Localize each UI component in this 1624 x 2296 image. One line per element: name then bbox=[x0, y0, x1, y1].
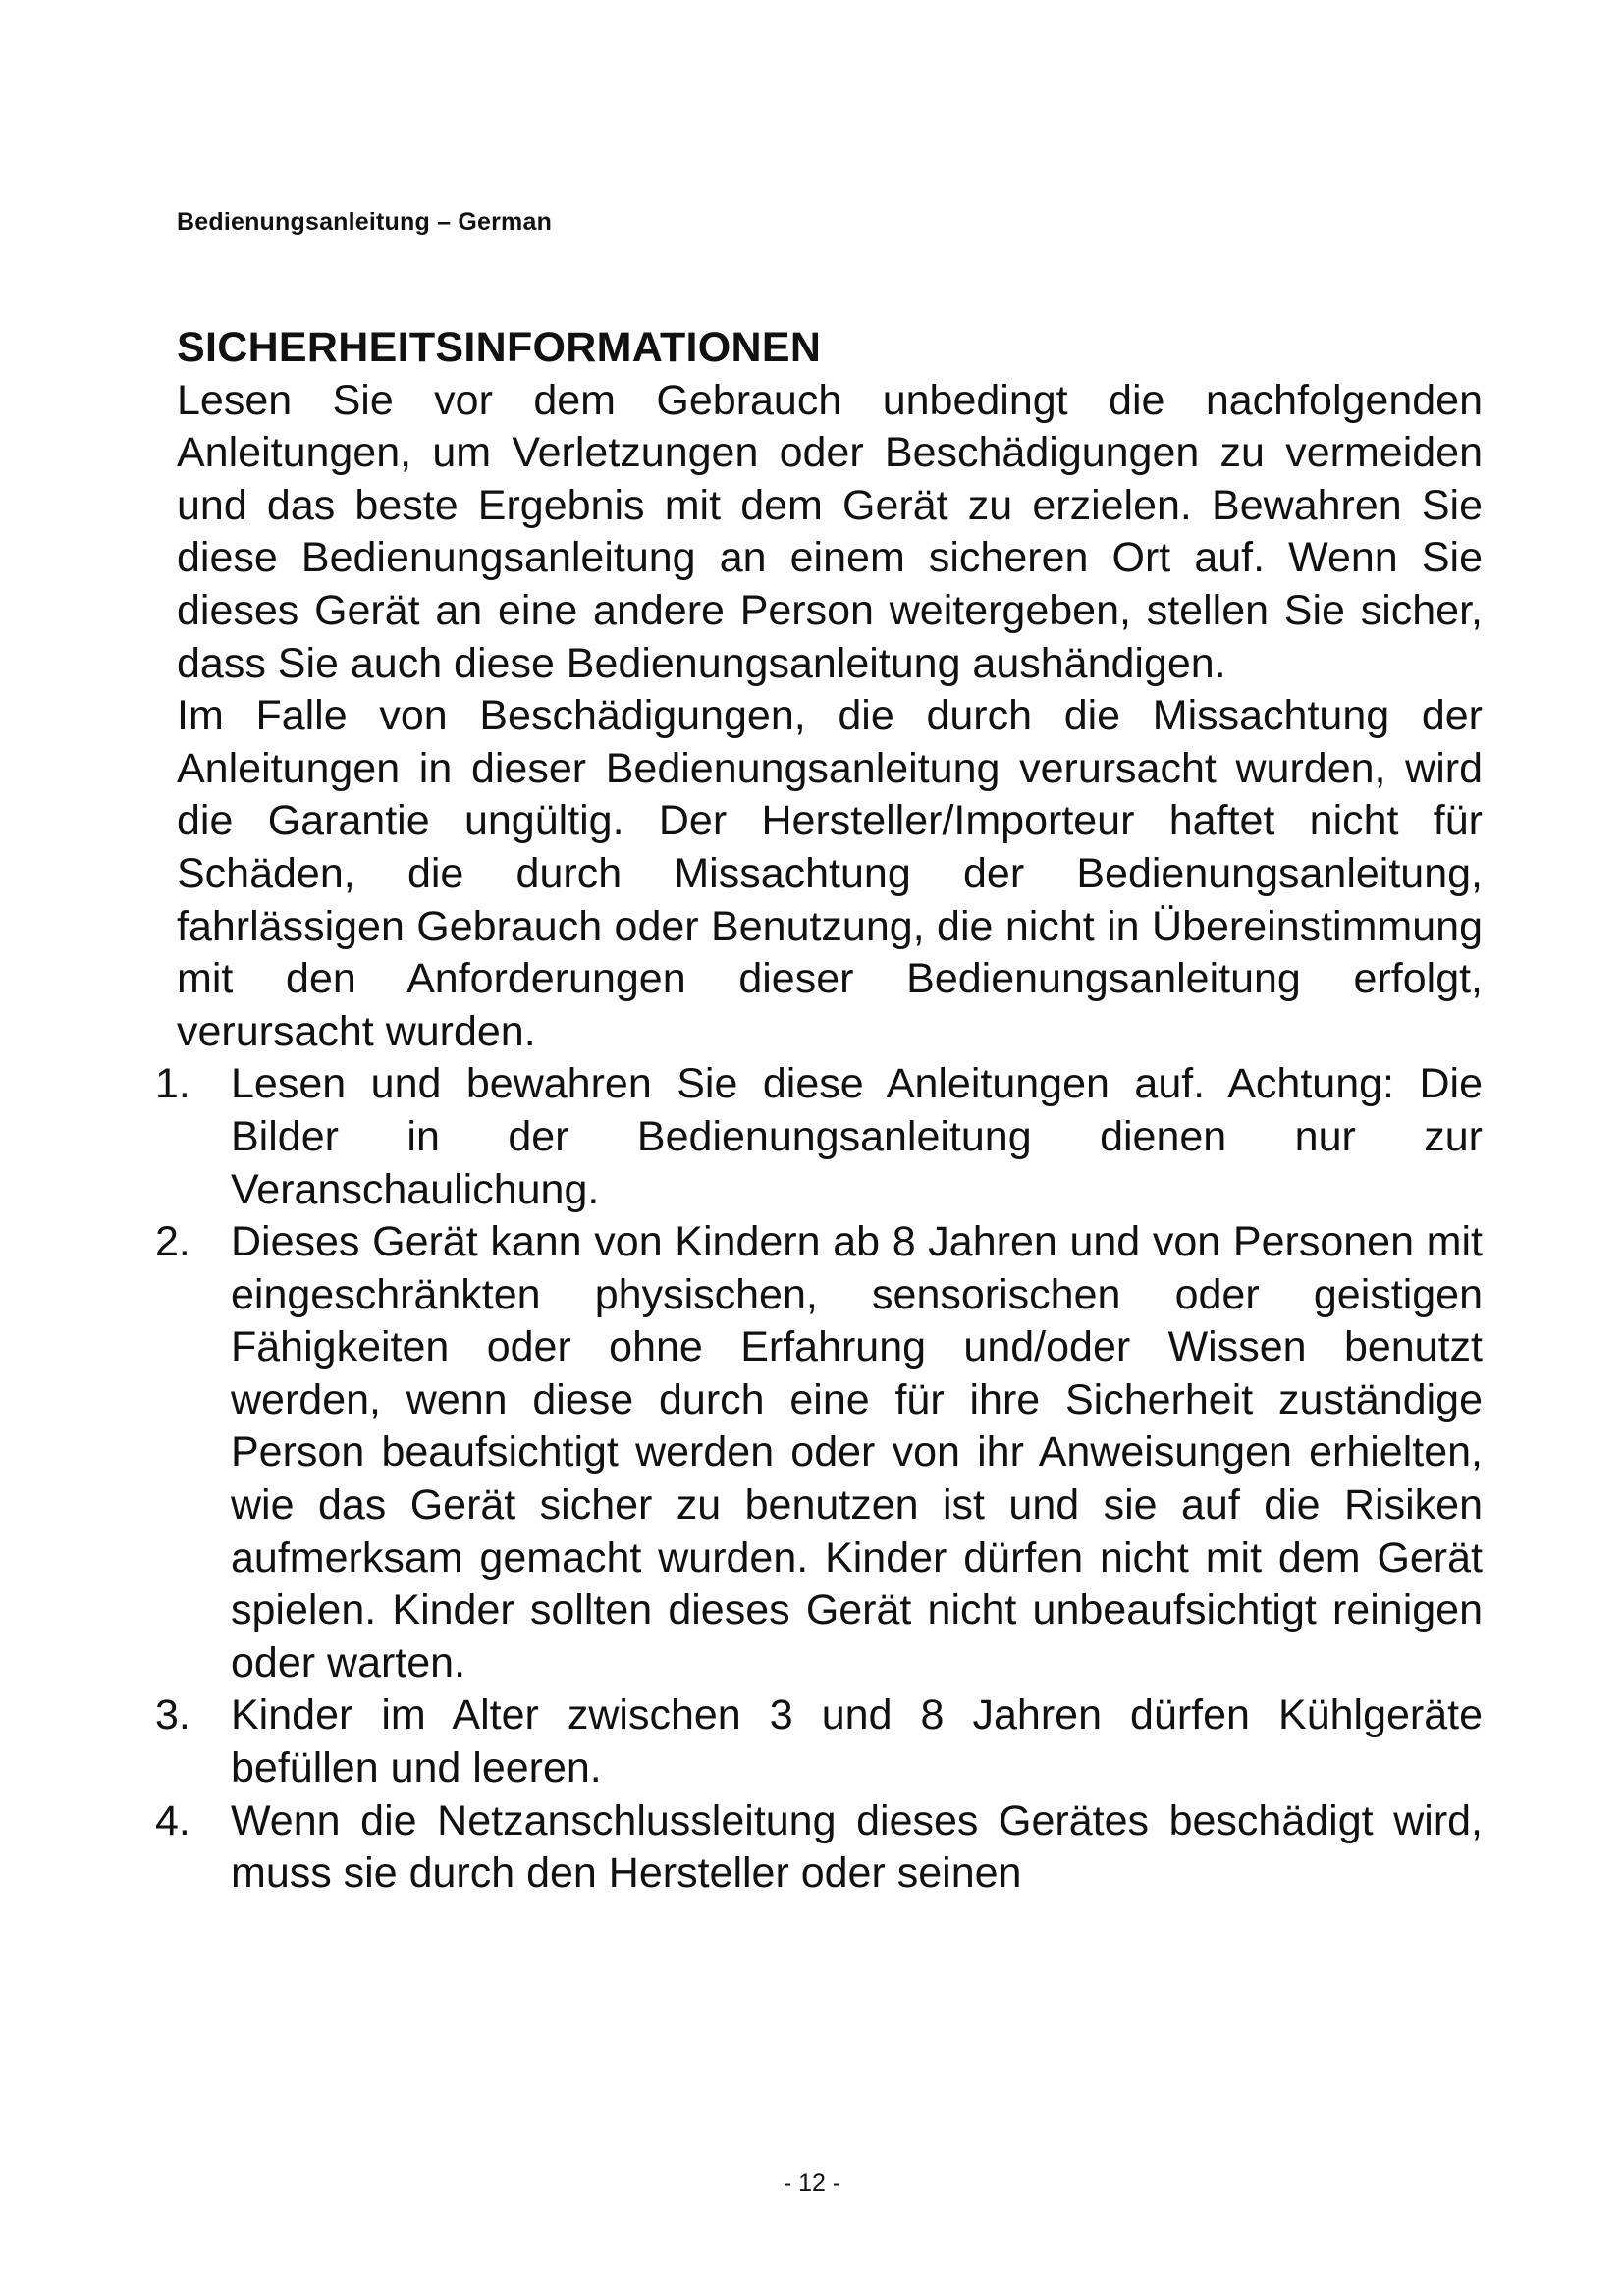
list-item bbox=[155, 1058, 1483, 1216]
safety-list bbox=[155, 1058, 1483, 1900]
list-item-text: Lesen und bewahren Sie diese Anleitungen auf. Achtung: Die Bilder in der Bedienungsanleitung dienen nur zur Veranschaulichung. bbox=[231, 1060, 1483, 1213]
intro-paragraph: Lesen Sie vor dem Gebrauch unbedingt die nachfolgenden Anleitungen, um Verletzungen oder Beschädigungen zu vermeiden und das beste Ergebnis mit dem Gerät zu erzielen. Bewahren Sie diese Bedienungsanleitung an einem sicheren Ort auf. Wenn Sie dieses Gerät an eine andere Person weitergeben, stellen Sie sicher, dass Sie auch diese Bedienungsanleitung aushändigen. bbox=[177, 376, 1483, 687]
list-item-number: 1. bbox=[155, 1060, 190, 1108]
list-item bbox=[155, 1795, 1483, 1900]
list-item-number: 2. bbox=[155, 1218, 190, 1266]
warranty-paragraph: Im Falle von Beschädigungen, die durch die Missachtung der Anleitungen in dieser Bedienungsanleitung verursacht wurden, wird die Garantie ungültig. Der Hersteller/Importeur haftet nicht für Schäden, die durch Missachtung der Bedienungsanleitung, fahrlässigen Gebrauch oder Benutzung, die nicht in Übereinstimmung mit den Anforderungen dieser Bedienungsanleitung erfolgt, verursacht wurden. bbox=[177, 692, 1483, 1055]
section-title: SICHERHEITSINFORMATIONEN bbox=[177, 324, 822, 371]
page-number: - 12 - bbox=[783, 2169, 841, 2197]
list-item-text: Kinder im Alter zwischen 3 und 8 Jahren dürfen Kühlgeräte befüllen und leeren. bbox=[231, 1691, 1483, 1792]
list-item-number: 3. bbox=[155, 1691, 190, 1739]
running-header: Bedienungsanleitung – German bbox=[177, 208, 553, 236]
list-item-text: Dieses Gerät kann von Kindern ab 8 Jahren und von Personen mit eingeschränkten physischen, sensorischen oder geistigen Fähigkeiten oder ohne Erfahrung und/oder Wissen benutzt werden, wenn diese durch eine für ihre Sicherheit zuständige Person beaufsichtigt werden oder von ihr Anweisungen erhielten, wie das Gerät sicher zu benutzen ist und sie auf die Risiken aufmerksam gemacht wurden. Kinder dürfen nicht mit dem Gerät spielen. Kinder sollten dieses Gerät nicht unbeaufsichtigt reinigen oder warten. bbox=[231, 1218, 1483, 1686]
list-item bbox=[155, 1689, 1483, 1794]
list-item-number: 4. bbox=[155, 1796, 190, 1844]
safety-section bbox=[155, 322, 1483, 1900]
list-item bbox=[155, 1216, 1483, 1689]
list-item-text: Wenn die Netzanschlussleitung dieses Gerätes beschädigt wird, muss sie durch den Hersteller oder seinen bbox=[231, 1796, 1483, 1897]
